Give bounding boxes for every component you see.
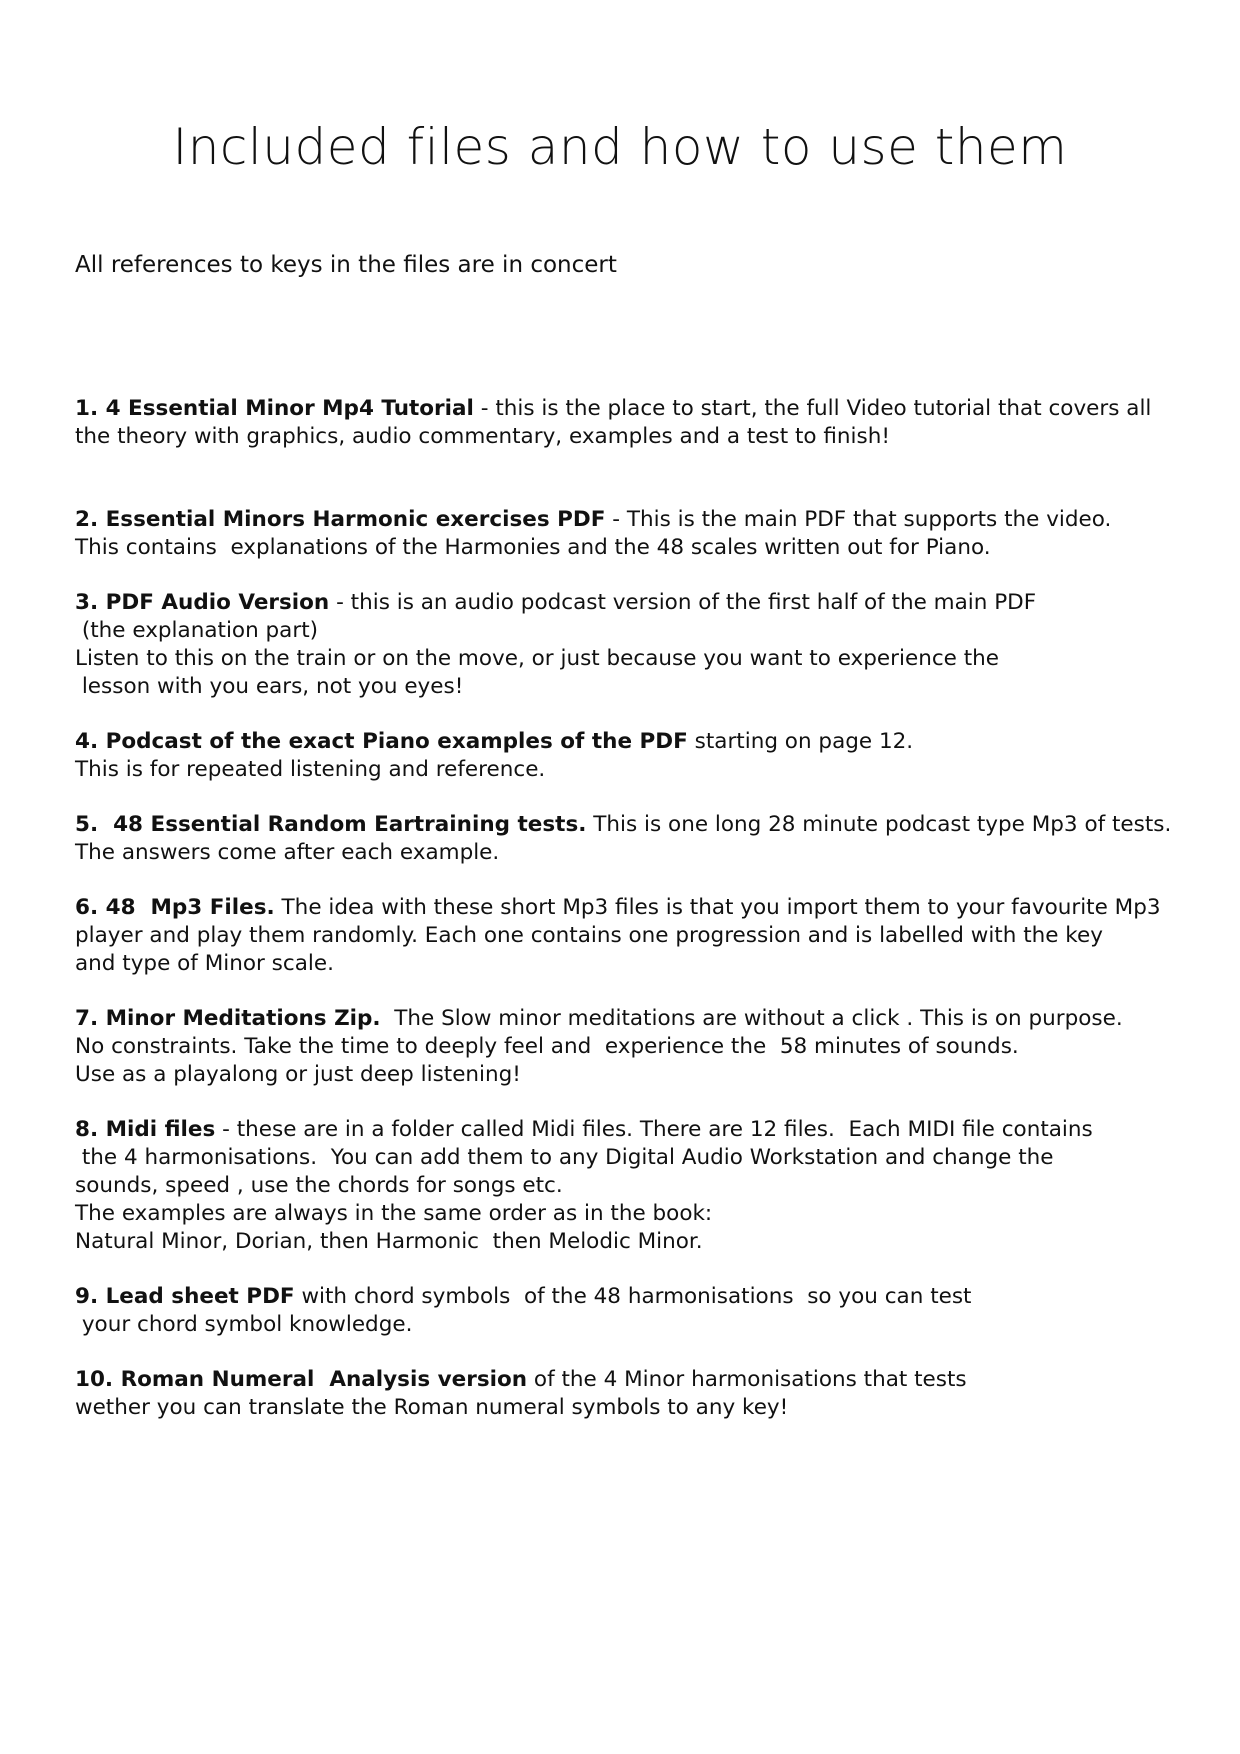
list-item — [75, 728, 1175, 784]
list-item-text: starting on page 12. — [687, 729, 914, 754]
list-item-line — [75, 1394, 1175, 1422]
list-item-line — [75, 1311, 1175, 1339]
list-item-line — [75, 506, 1175, 534]
list-item-heading: 4. Podcast of the exact Piano examples of the PDF — [75, 729, 688, 754]
list-item-line — [75, 1228, 1175, 1256]
list-item-text: This is for repeated listening and reference. — [75, 757, 546, 782]
list-item-line — [75, 1033, 1175, 1061]
list-item-line — [75, 1116, 1175, 1144]
list-item-text: and type of Minor scale. — [75, 951, 334, 976]
list-item-text: The answers come after each example. — [75, 840, 500, 865]
list-item-line — [75, 1366, 1175, 1394]
list-item-line — [75, 728, 1175, 756]
list-item-heading: 3. PDF Audio Version — [75, 590, 330, 615]
list-item-line — [75, 1172, 1175, 1200]
list-item — [75, 894, 1175, 978]
list-item-text: Use as a playalong or just deep listening! — [75, 1062, 521, 1087]
list-item-line — [75, 894, 1175, 922]
list-item-line — [75, 395, 1175, 423]
list-item-line — [75, 811, 1175, 839]
list-item-text: player and play them randomly. Each one contains one progression and is labelled with the key — [75, 923, 1103, 948]
list-item-text: lesson with you ears, not you eyes! — [75, 674, 464, 699]
list-item-heading: 10. Roman Numeral Analysis version — [75, 1367, 528, 1392]
list-item-text: of the 4 Minor harmonisations that tests — [527, 1367, 967, 1392]
list-item-text: This contains explanations of the Harmonies and the 48 scales written out for Piano. — [75, 535, 991, 560]
list-item-text: No constraints. Take the time to deeply feel and experience the 58 minutes of sounds. — [75, 1034, 1019, 1059]
list-item — [75, 1283, 1175, 1339]
list-item-heading: 6. 48 Mp3 Files. — [75, 895, 275, 920]
list-item-text: with chord symbols of the 48 harmonisations so you can test — [294, 1284, 972, 1309]
list-item-heading: 2. Essential Minors Harmonic exercises PDF — [75, 507, 606, 532]
list-item — [75, 506, 1175, 562]
list-item-text: The idea with these short Mp3 files is that you import them to your favourite Mp3 — [274, 895, 1161, 920]
list-item-line — [75, 534, 1175, 562]
list-item-line — [75, 839, 1175, 867]
list-item-line — [75, 922, 1175, 950]
subtitle: All references to keys in the files are in concert — [75, 252, 617, 278]
list-item-heading: 7. Minor Meditations Zip. — [75, 1006, 381, 1031]
list-item-text: (the explanation part) — [75, 618, 319, 643]
list-item — [75, 1366, 1175, 1422]
list-item — [75, 1005, 1175, 1089]
list-item-line — [75, 589, 1175, 617]
list-item-line — [75, 1200, 1175, 1228]
list-item — [75, 589, 1175, 701]
list-item-heading: 5. 48 Essential Random Eartraining tests. — [75, 812, 587, 837]
list-item-line — [75, 1005, 1175, 1033]
list-item-text: The examples are always in the same order as in the book: — [75, 1201, 713, 1226]
list-item-line — [75, 673, 1175, 701]
list-item-line — [75, 950, 1175, 978]
list-item-text: Natural Minor, Dorian, then Harmonic then Melodic Minor. — [75, 1229, 703, 1254]
list-item-text: Listen to this on the train or on the move, or just because you want to experience the — [75, 646, 999, 671]
list-item-text: - This is the main PDF that supports the video. — [605, 507, 1112, 532]
list-item — [75, 811, 1175, 867]
list-item-text: the 4 harmonisations. You can add them to any Digital Audio Workstation and change the — [75, 1145, 1054, 1170]
list-item-text: - this is the place to start, the full Video tutorial that covers all — [473, 396, 1152, 421]
list-item-text: The Slow minor meditations are without a click . This is on purpose. — [380, 1006, 1123, 1031]
list-item-line — [75, 1144, 1175, 1172]
list-item-text: wether you can translate the Roman numeral symbols to any key! — [75, 1395, 789, 1420]
list-item-heading: 9. Lead sheet PDF — [75, 1284, 295, 1309]
list-item-line — [75, 423, 1175, 451]
list-item-text: sounds, speed , use the chords for songs etc. — [75, 1173, 563, 1198]
list-item-text: - these are in a folder called Midi files. There are 12 files. Each MIDI file contains — [215, 1117, 1093, 1142]
list-item — [75, 1116, 1175, 1256]
page-title: Included files and how to use them — [172, 118, 1068, 176]
list-item — [75, 395, 1175, 451]
list-item-line — [75, 645, 1175, 673]
list-item-text: This is one long 28 minute podcast type Mp3 of tests. — [586, 812, 1172, 837]
list-item-text: - this is an audio podcast version of the first half of the main PDF — [329, 590, 1037, 615]
list-item-text: your chord symbol knowledge. — [75, 1312, 413, 1337]
list-item-line — [75, 617, 1175, 645]
list-item-line — [75, 1283, 1175, 1311]
list-item-heading: 1. 4 Essential Minor Mp4 Tutorial — [75, 396, 474, 421]
list-item-text: the theory with graphics, audio commentary, examples and a test to finish! — [75, 424, 890, 449]
list-item-line — [75, 1061, 1175, 1089]
list-item-line — [75, 756, 1175, 784]
list-item-heading: 8. Midi files — [75, 1117, 216, 1142]
file-list — [75, 395, 1175, 1449]
